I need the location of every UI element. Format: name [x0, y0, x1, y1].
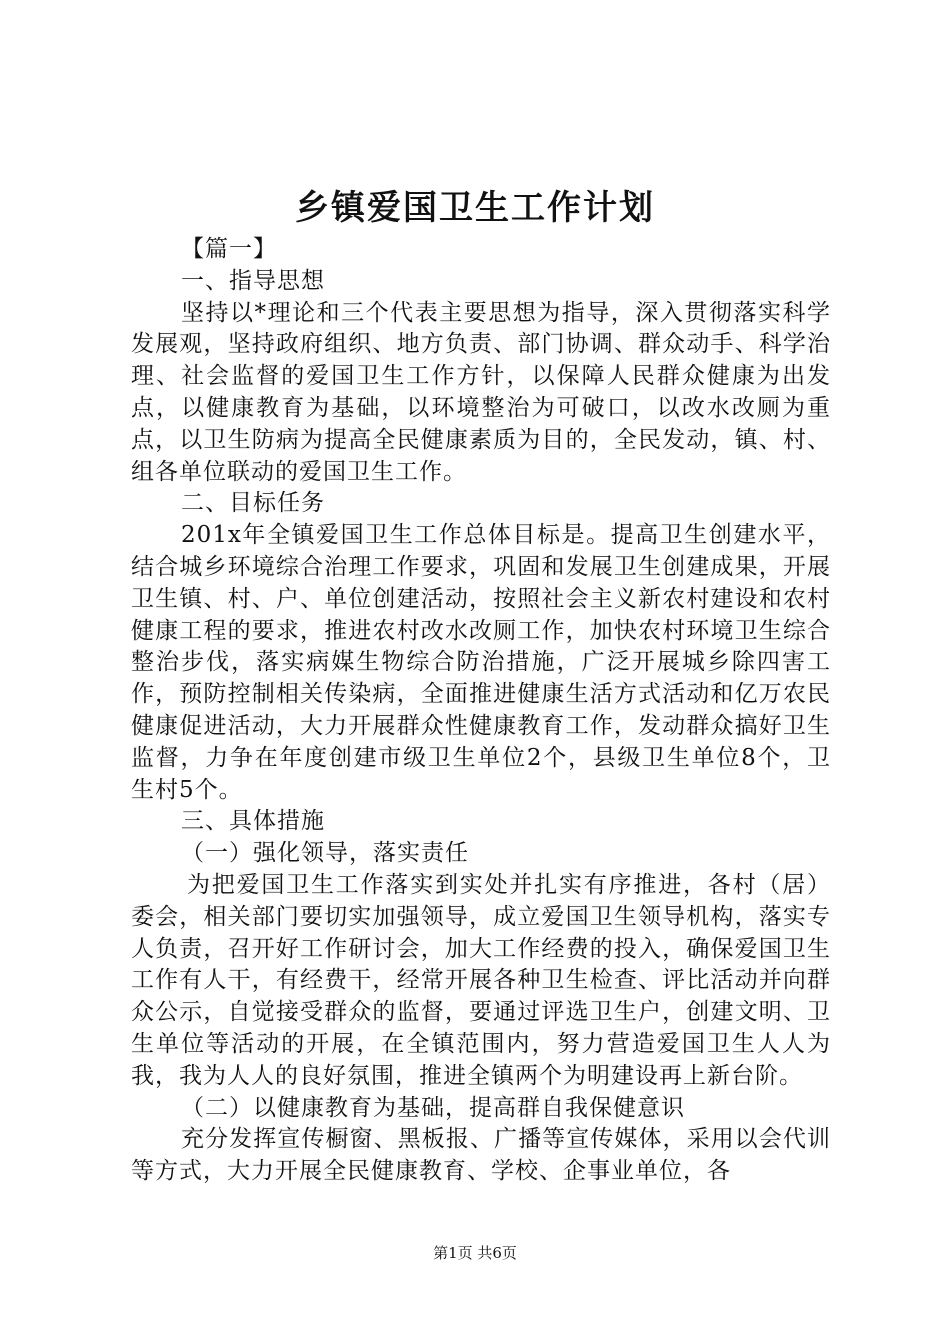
- paragraph-guiding-ideology: 坚持以*理论和三个代表主要思想为指导，深入贯彻落实科学发展观，坚持政府组织、地方负责、部门协调、群众动手、科学治理、社会监督的爱国卫生工作方针，以保障人民群众健康为出发点，以健康教育为基础，以环境整治为可破口，以改水改厕为重点，以卫生防病为提高全民健康素质为目的，全民发动，镇、村、组各单位联动的爱国卫生工作。: [131, 299, 831, 485]
- paragraph-leadership: 为把爱国卫生工作落实到实处并扎实有序推进，各村（居）委会，相关部门要切实加强领导，成立爱国卫生领导机构，落实专人负责，召开好工作研讨会，加大工作经费的投入，确保爱国卫生工作有人干，有经费干，经常开展各种卫生检查、评比活动并向群众公示，自觉接受群众的监督，要通过评选卫生户，创建文明、卫生单位等活动的开展，在全镇范围内，努力营造爱国卫生人人为我，我为人人的良好氛围，推进全镇两个为明建设再上新台阶。: [131, 871, 831, 1089]
- heading-goals: 二、目标任务: [181, 490, 325, 517]
- paragraph-health-education: 充分发挥宣传橱窗、黑板报、广播等宣传媒体，采用以会代训等方式，大力开展全民健康教育、学校、企事业单位，各: [131, 1126, 831, 1185]
- page-footer: 第1页 共6页: [433, 1244, 517, 1262]
- document-body: [131, 234, 831, 1188]
- heading-guiding-ideology: 一、指导思想: [181, 267, 325, 294]
- paragraph-goals: 201x年全镇爱国卫生工作总体目标是。提高卫生创建水平，结合城乡环境综合治理工作要求，巩固和发展卫生创建成果，开展卫生镇、村、户、单位创建活动，按照社会主义新农村建设和农村健康工程的要求，推进农村改水改厕工作，加快农村环境卫生综合整治步伐，落实病媒生物综合防治措施，广泛开展城乡除四害工作，预防控制相关传染病，全面推进健康生活方式活动和亿万农民健康促进活动，大力开展群众性健康教育工作，发动群众搞好卫生监督，力争在年度创建市级卫生单位2个，县级卫生单位8个，卫生村5个。: [131, 522, 831, 803]
- section-label: 【篇一】: [181, 236, 277, 262]
- subheading-leadership: （一）强化领导，落实责任: [181, 840, 469, 867]
- heading-measures: 三、具体措施: [181, 808, 325, 835]
- subheading-health-education: （二）以健康教育为基础，提高群自我保健意识: [181, 1094, 685, 1121]
- page-title: 乡镇爱国卫生工作计划: [295, 188, 655, 228]
